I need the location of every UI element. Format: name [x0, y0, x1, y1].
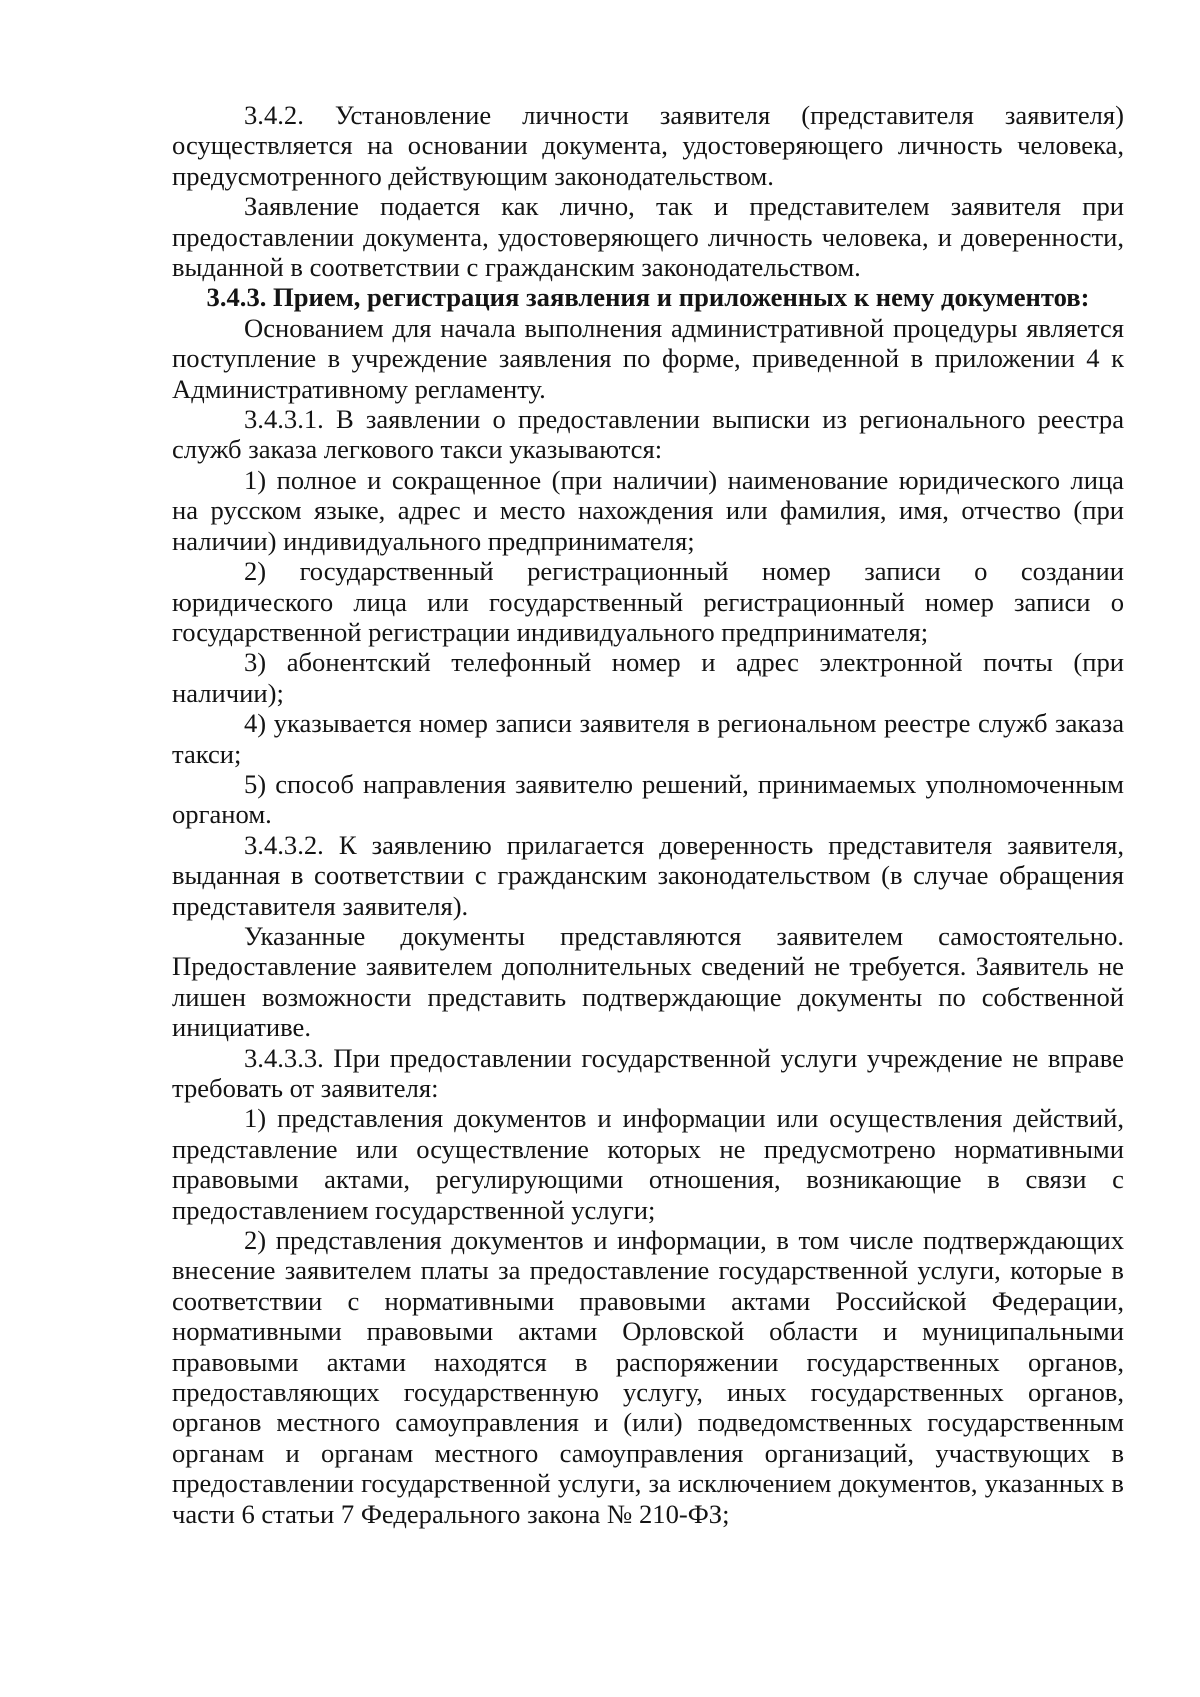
paragraph-documents-submitted: Указанные документы представляются заявителем самостоятельно. Предоставление заявителем дополнительных сведений не требуется. Заявитель не лишен возможности представить подтверждающие документы по собственной инициативе. — [172, 920, 1124, 1043]
paragraph-3-4-3-1: 3.4.3.1. В заявлении о предоставлении выписки из регионального реестра служб заказа легкового такси указываются: — [172, 404, 1124, 465]
list-item-5: 5) способ направления заявителю решений, принимаемых уполномоченным органом. — [172, 768, 1124, 830]
document-page — [172, 100, 1124, 1529]
requirement-item-1: 1) представления документов и информации или осуществления действий, представление или осуществление которых не предусмотрено нормативными правовыми актами, регулирующими отношения, возникающие в связи с предоставлением государственной услуги; — [172, 1103, 1124, 1225]
paragraph-application-submission: Заявление подается как лично, так и представителем заявителя при предоставлении документа, удостоверяющего личность человека, и доверенности, выданной в соответствии с гражданским законодательством. — [172, 191, 1124, 283]
list-item-4: 4) указывается номер записи заявителя в региональном реестре служб заказа такси; — [172, 708, 1124, 769]
paragraph-3-4-2: 3.4.2. Установление личности заявителя (представителя заявителя) осуществляется на основании документа, удостоверяющего личность человека, предусмотренного действующим законодательством. — [172, 100, 1124, 191]
paragraph-procedure-basis: Основанием для начала выполнения административной процедуры является поступление в учреждение заявления по форме, приведенной в приложении 4 к Административному регламенту. — [172, 312, 1124, 404]
requirement-item-2: 2) представления документов и информации, в том числе подтверждающих внесение заявителем платы за предоставление государственной услуги, которые в соответствии с нормативными правовыми актами Российской Федерации, нормативными правовыми актами Орловской области и муниципальными правовыми актами находятся в распоряжении государственных органов, предоставляющих государственную услугу, иных государственных органов, органов местного самоуправления и (или) подведомственных государственным органам и органам местного самоуправления организаций, участвующих в предоставлении государственной услуги, за исключением документов, указанных в части 6 статьи 7 Федерального закона № 210-ФЗ; — [172, 1225, 1124, 1529]
section-heading-3-4-3: 3.4.3. Прием, регистрация заявления и приложенных к нему документов: — [206, 282, 1090, 313]
list-item-1: 1) полное и сокращенное (при наличии) наименование юридического лица на русском языке, адрес и место нахождения или фамилия, имя, отчество (при наличии) индивидуального предпринимателя; — [172, 464, 1124, 556]
paragraph-3-4-3-3: 3.4.3.3. При предоставлении государственной услуги учреждение не вправе требовать от заявителя: — [172, 1042, 1124, 1103]
paragraph-3-4-3-2: 3.4.3.2. К заявлению прилагается доверенность представителя заявителя, выданная в соответствии с гражданским законодательством (в случае обращения представителя заявителя). — [172, 829, 1124, 921]
list-item-3: 3) абонентский телефонный номер и адрес электронной почты (при наличии); — [172, 647, 1124, 708]
list-item-2: 2) государственный регистрационный номер записи о создании юридического лица или государственный регистрационный номер записи о государственной регистрации индивидуального предпринимателя; — [172, 556, 1124, 647]
